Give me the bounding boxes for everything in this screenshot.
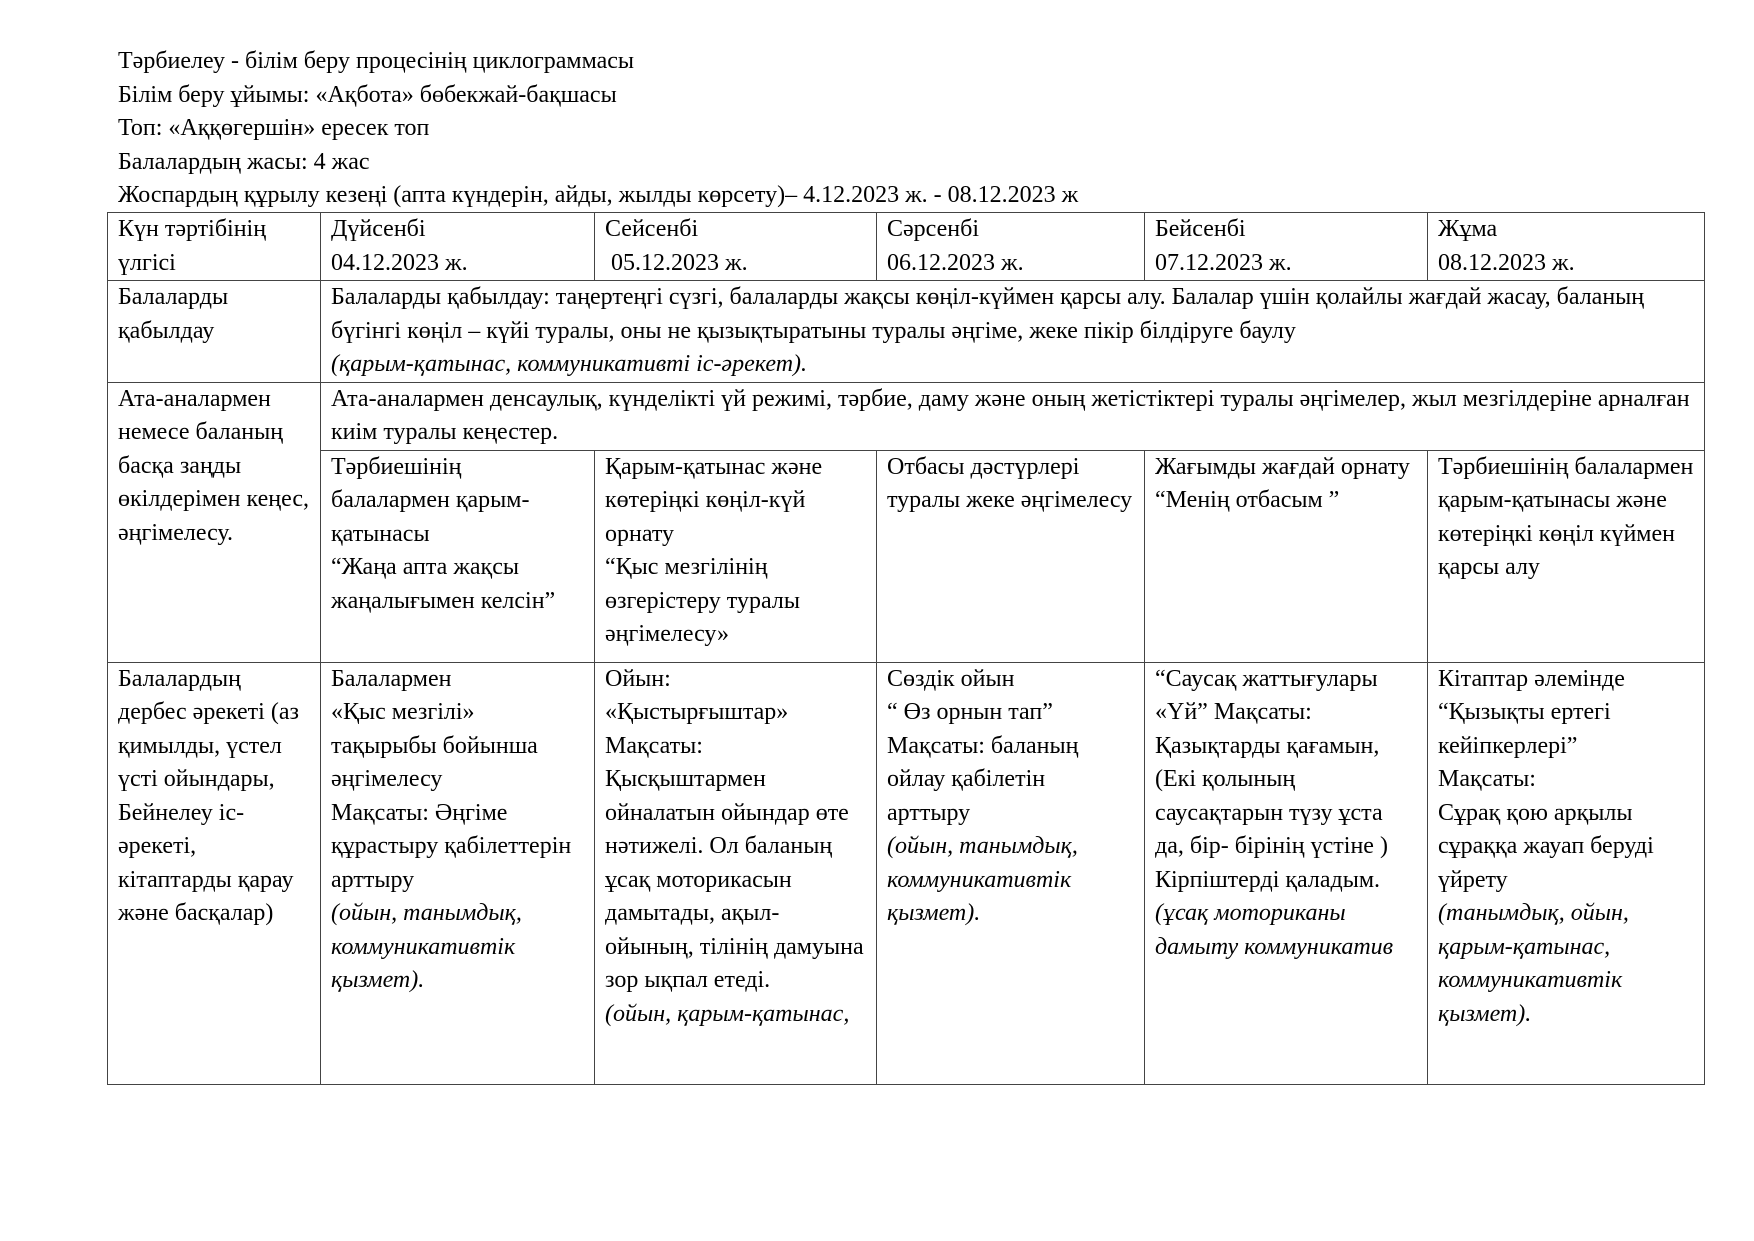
table-header-row [108,213,1705,281]
activity-text: Сөздік ойын “ Өз орнын тап” Мақсаты: баланың ойлау қабілетін арттыру [887,665,1079,826]
reception-text: Балаларды қабылдау: таңертеңгі сүзгі, балаларды жақсы көңіл-күймен қарсы алу. Балалар үшін қолайлы жағдай жасау, баланың бүгінгі көңіл – күйі туралы, оны не қызықтыратыны туралы әңгіме, жеке пікір білдіруге баулу [331,284,1645,344]
parents-wednesday: Отбасы дәстүрлері туралы жеке әңгімелесу [877,450,1145,662]
day-name: Жұма [1438,216,1498,242]
activity-friday [1428,662,1705,1084]
parents-label: Ата-аналармен немесе баланың басқа заңды өкілдерімен кеңес, әңгімелесу. [108,382,321,662]
reception-content [321,281,1705,383]
day-date: 08.12.2023 ж. [1438,249,1575,276]
activity-wednesday [877,662,1145,1084]
day-header-wednesday [877,213,1145,281]
day-name: Бейсенбі [1155,216,1246,242]
activity-label: Балалардың дербес әрекеті (аз қимылды, үстел үсті ойындары, Бейнелеу іс-әрекеті, кітаптарды қарау және басқалар) [108,662,321,1084]
activity-note: (ұсақ моториканы дамыту коммуникатив [1155,900,1394,960]
parents-days-row [108,450,1705,662]
activity-thursday [1145,662,1428,1084]
activity-tuesday [595,662,877,1084]
activity-text: Кітаптар әлемінде “Қызықты ертегі кейіпкерлері” Мақсаты: Сұрақ қою арқылы сұраққа жауап беруді үйрету [1438,665,1654,893]
day-header-tuesday [595,213,877,281]
routine-header-cell: Күн тәртібінің үлгісі [108,213,321,281]
day-name: Сейсенбі [605,216,699,242]
day-name: Сәрсенбі [887,216,979,242]
parents-monday: Тәрбиешінің балалармен қарым-қатынасы “Жаңа апта жақсы жаңалығымен келсін” [321,450,595,662]
group-line: Топ: «Аққөгершін» ересек топ [118,115,430,141]
day-date: 07.12.2023 ж. [1155,249,1292,276]
schedule-table [107,212,1705,1085]
activity-monday [321,662,595,1084]
parents-row [108,382,1705,450]
activity-note: (ойын, танымдық, коммуникативтік қызмет). [331,900,522,993]
parents-general-text: Ата-аналармен денсаулық, күнделікті үй режимі, тәрбие, даму және оның жетістіктері туралы әңгімелер, жыл мезгілдеріне арналған киім туралы кеңестер. [321,382,1705,450]
parents-tuesday: Қарым-қатынас және көтеріңкі көңіл-күй орнату “Қыс мезгілінің өзгерістеру туралы әңгімелесу» [595,450,877,662]
reception-note: (қарым-қатынас, коммуникативті іс-әрекет). [331,351,808,377]
day-header-monday [321,213,595,281]
reception-row [108,281,1705,383]
day-date: 06.12.2023 ж. [887,249,1024,276]
activity-text: Ойын: «Қыстырғыштар» Мақсаты: Қысқыштармен ойналатын ойындар өте нәтижелі. Ол баланың ұсақ моторикасын дамытады, ақыл-ойының, тілінің дамуына зор ықпал етеді. [605,665,864,993]
day-date: 04.12.2023 ж. [331,249,468,276]
activity-text: “Саусақ жаттығулары «Үй” Мақсаты: Қазықтарды қағамын, (Екі қолының саусақтарын түзу ұста да, бір- бірінің үстіне ) Кірпіштерді қаладым. [1155,665,1388,893]
parents-friday: Тәрбиешінің балалармен қарым-қатынасы және көтеріңкі көңіл күймен қарсы алу [1428,450,1705,662]
day-date: 05.12.2023 ж. [605,249,748,276]
activity-note: (ойын, танымдық, коммуникативтік қызмет). [887,833,1078,926]
activity-note: (ойын, қарым-қатынас, [605,1000,850,1027]
activity-text: Балалармен «Қыс мезгілі» тақырыбы бойынша әңгімелесу Мақсаты: Әңгіме құрастыру қабілеттерін арттыру [331,665,572,893]
organization-line: Білім беру ұйымы: «Ақбота» бөбекжай-бақшасы [118,81,617,108]
day-name: Дүйсенбі [331,216,426,242]
reception-label: Балаларды қабылдау [108,281,321,383]
day-header-friday [1428,213,1705,281]
document-title: Тәрбиелеу - білім беру процесінің циклограммасы [118,48,635,74]
activity-row [108,662,1705,1084]
age-line: Балалардың жасы: 4 жас [118,148,370,175]
period-line: Жоспардың құрылу кезеңі (апта күндерін, айды, жылды көрсету)– 4.12.2023 ж. - 08.12.2023 ж [118,182,1079,208]
activity-note: (танымдық, ойын, қарым-қатынас, коммуникативтік қызмет). [1438,900,1629,1027]
document-header [118,45,1078,213]
day-header-thursday [1145,213,1428,281]
parents-thursday: Жағымды жағдай орнату “Менің отбасым ” [1145,450,1428,662]
